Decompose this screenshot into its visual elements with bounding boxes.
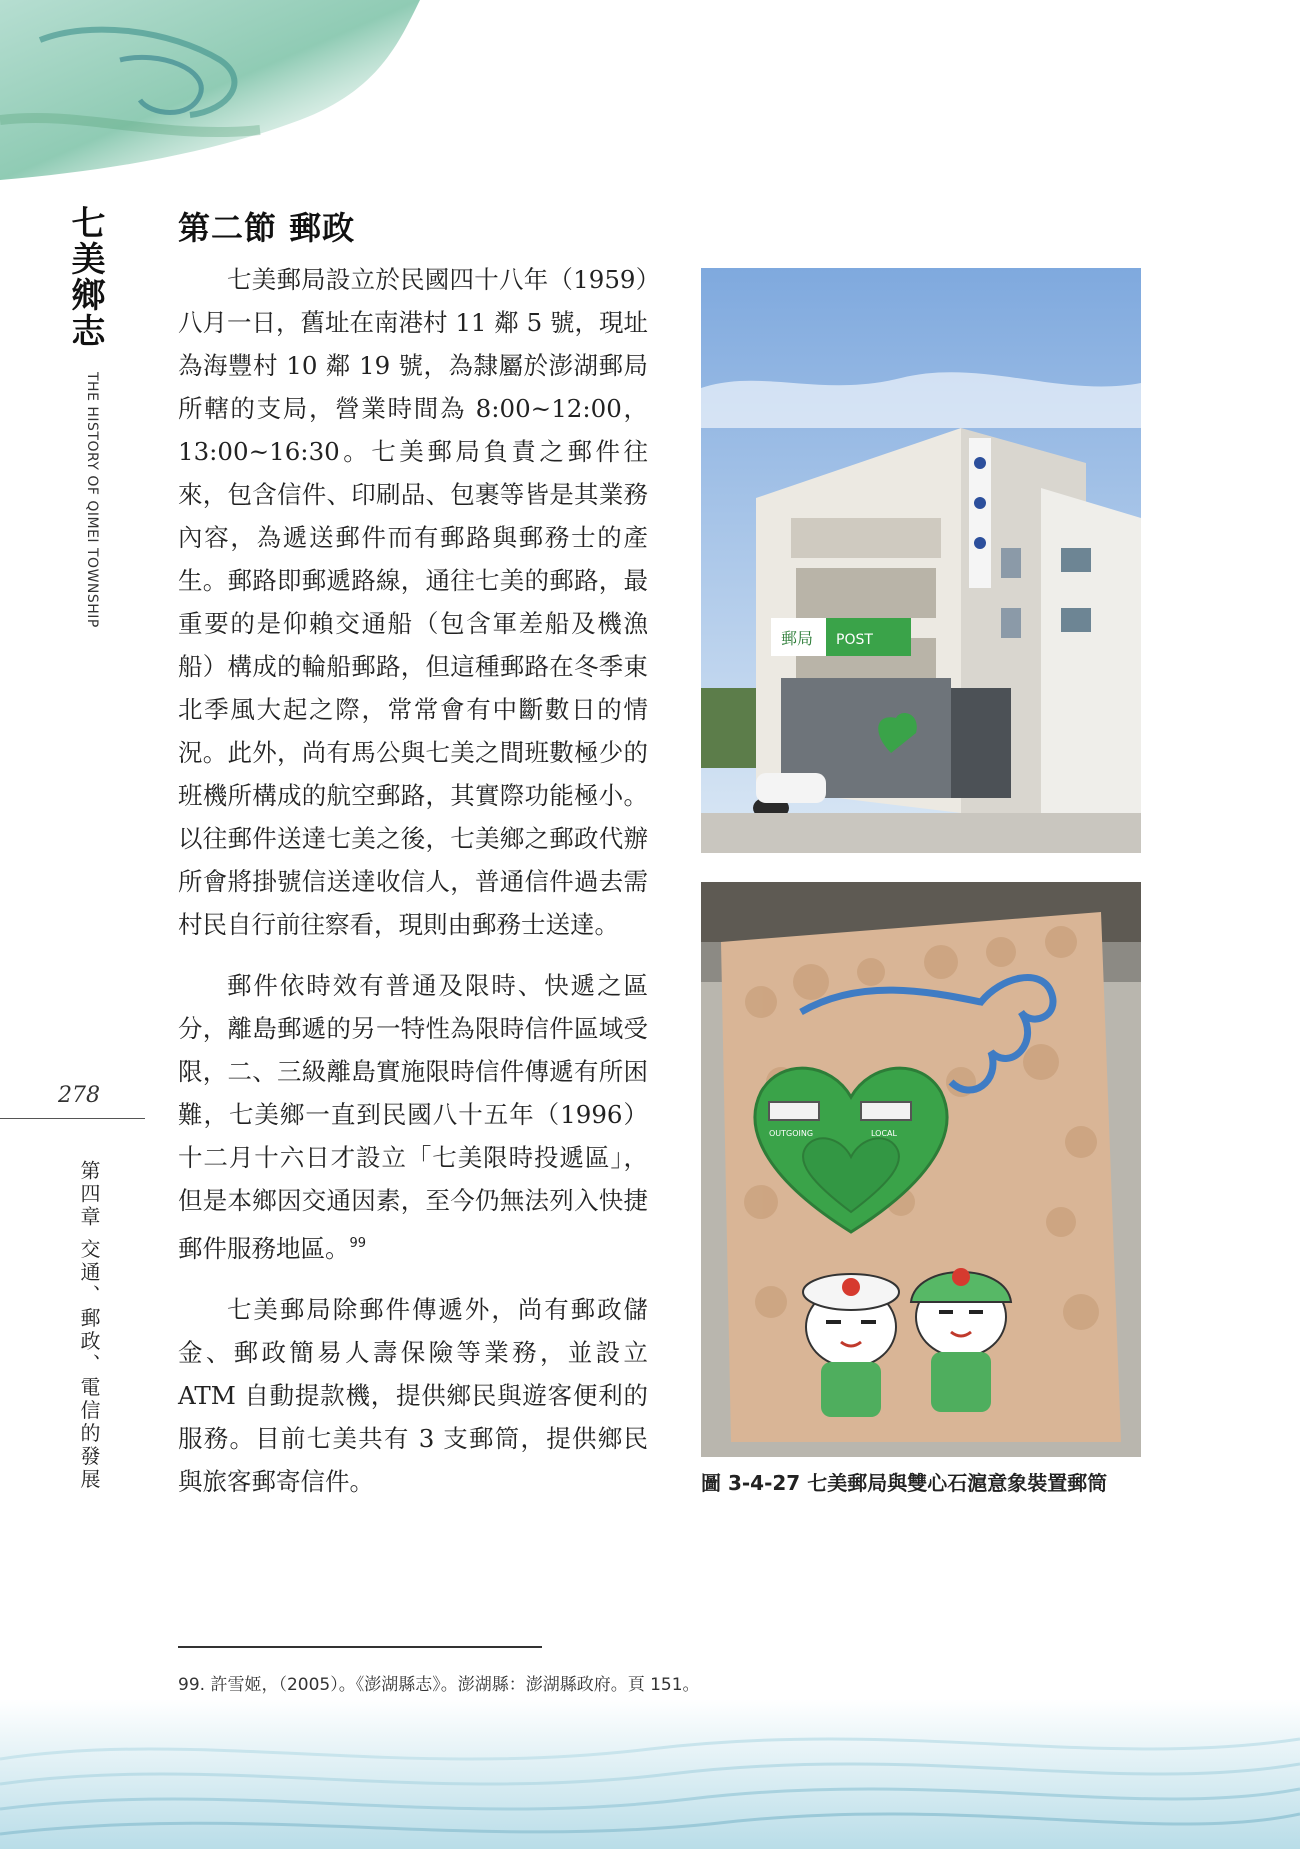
post-sign-en: POST — [836, 632, 873, 648]
footnote-marker: 99 — [349, 1236, 367, 1251]
post-office-photo — [701, 268, 1141, 853]
bottom-wave-decoration — [0, 1699, 1300, 1849]
heart-mailbox-photo — [701, 882, 1141, 1457]
book-title-vertical: 七美鄉志 — [65, 205, 105, 349]
mailbox-local-label: LOCAL — [871, 1129, 897, 1138]
post-sign-cn: 郵局 — [781, 629, 814, 648]
body-text — [178, 258, 648, 1521]
mailbox-outgoing-label: OUTGOING — [769, 1129, 814, 1138]
chapter-label: 第四章 交通、郵政、電信的發展 — [77, 1160, 101, 1492]
photo-caption: 圖 3-4-27 七美郵局與雙心石滬意象裝置郵筒 — [701, 1471, 1108, 1495]
book-subtitle-english: THE HISTORY OF QIMEI TOWNSHIP — [84, 372, 100, 628]
footnote-rule — [178, 1646, 542, 1648]
paragraph-2: 郵件依時效有普通及限時、快遞之區分，離島郵遞的另一特性為限時信件區域受限，二、三級離島實施限時信件傳遞有所困難，七美鄉一直到民國八十五年（1996）十二月十六日才設立「七美限時投遞區」，但是本鄉因交通因素，至今仍無法列入快捷郵件服務地區。$^{99}$ — [178, 971, 648, 1263]
paragraph-1: 七美郵局設立於民國四十八年（1959）八月一日，舊址在南港村 11 鄰 5 號，現址為海豐村 10 鄰 19 號，為隸屬於澎湖郵局所轄的支局，營業時間為 8:00~12:00，13:00~16:30。七美郵局負責之郵件往來，包含信件、印刷品、包裹等皆是其業務內容，為遞送郵件而有郵路與郵務士的產生。郵路即郵遞路線，通往七美的郵路，最重要的是仰賴交通船（包含軍差船及機漁船）構成的輪船郵路，但這種郵路在冬季東北季風大起之際，常常會有中斷數日的情況。此外，尚有馬公與七美之間班數極少的班機所構成的航空郵路，其實際功能極小。以往郵件送達七美之後，七美鄉之郵政代辦所會將掛號信送達收信人，普通信件過去需村民自行前往察看，現則由郵務士送達。 — [178, 265, 648, 939]
top-watercolor-decoration — [0, 0, 460, 190]
paragraph-3: 七美郵局除郵件傳遞外，尚有郵政儲金、郵政簡易人壽保險等業務，並設立 ATM 自動提款機，提供鄉民與遊客便利的服務。目前七美共有 3 支郵筒，提供鄉民與旅客郵寄信件。 — [178, 1295, 648, 1496]
page-number-rule — [0, 1118, 145, 1119]
page-number: 278 — [58, 1083, 100, 1108]
section-title: 第二節 郵政 — [178, 209, 356, 247]
footnote-99: 99. 許雪姬，（2005）。《澎湖縣志》。澎湖縣：澎湖縣政府。頁 151。 — [178, 1675, 700, 1695]
